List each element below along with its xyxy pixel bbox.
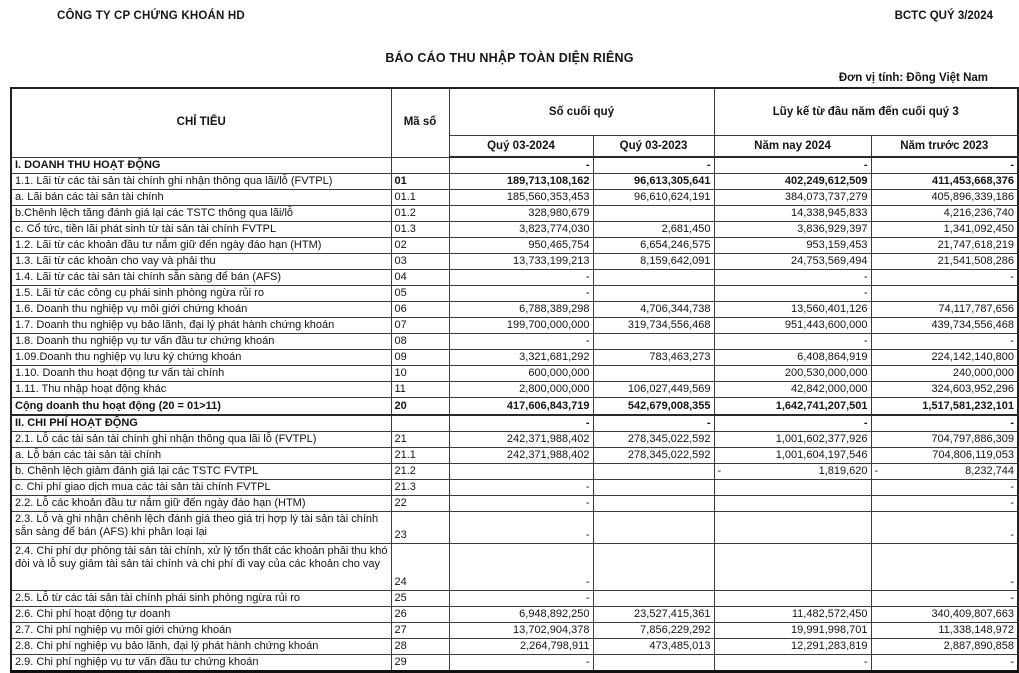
cell-ytd-2023: 704,806,119,053: [871, 447, 1018, 463]
row-label: 2.7. Chi phí nghiệp vụ môi giới chứng khoán: [11, 622, 391, 638]
row-code: 22: [391, 495, 449, 511]
cell-quarter-2024: -: [449, 543, 593, 590]
column-header-q-2024: Quý 03-2024: [449, 136, 593, 158]
cell-quarter-2023: 2,681,450: [593, 222, 714, 238]
cell-ytd-2024: -: [714, 157, 871, 174]
cell-quarter-2024: 13,733,199,213: [449, 254, 593, 270]
row-code: 08: [391, 334, 449, 350]
cell-quarter-2023: [593, 479, 714, 495]
cell-quarter-2023: [593, 654, 714, 671]
row-label: 1.4. Lãi từ các tài sản tài chính sẵn sàng để bán (AFS): [11, 270, 391, 286]
cell-ytd-2023: -: [871, 334, 1018, 350]
cell-ytd-2023: 21,541,508,286: [871, 254, 1018, 270]
cell-quarter-2024: -: [449, 334, 593, 350]
cell-ytd-2024: 1,001,602,377,926: [714, 431, 871, 447]
cell-ytd-2023: -: [871, 511, 1018, 543]
table-row: [11, 270, 1018, 286]
row-label: 2.5. Lỗ từ các tài sản tài chính phái sinh phòng ngừa rủi ro: [11, 590, 391, 606]
row-label: 2.6. Chi phí hoạt động tự doanh: [11, 606, 391, 622]
cell-quarter-2024: 199,700,000,000: [449, 318, 593, 334]
table-row: [11, 286, 1018, 302]
table-row: [11, 606, 1018, 622]
cell-quarter-2024: -: [449, 286, 593, 302]
row-label: 1.1. Lãi từ các tài sản tài chính ghi nhận thông qua lãi/lỗ (FVTPL): [11, 174, 391, 190]
row-label: a. Lãi bán các tài sản tài chính: [11, 190, 391, 206]
row-code: 01.1: [391, 190, 449, 206]
row-label: 1.11. Thu nhập hoạt động khác: [11, 382, 391, 398]
cell-ytd-2024: 384,073,737,279: [714, 190, 871, 206]
row-code: 04: [391, 270, 449, 286]
row-code: 23: [391, 511, 449, 543]
row-code: 06: [391, 302, 449, 318]
cell-quarter-2023: 6,654,246,575: [593, 238, 714, 254]
cell-ytd-2024: 12,291,283,819: [714, 638, 871, 654]
cell-ytd-2023: -: [871, 654, 1018, 671]
cell-ytd-2024: -: [714, 270, 871, 286]
cell-quarter-2024: -: [449, 270, 593, 286]
cell-ytd-2024: 19,991,998,701: [714, 622, 871, 638]
cell-quarter-2023: 4,706,344,738: [593, 302, 714, 318]
cell-ytd-2023: 1,517,581,232,101: [871, 398, 1018, 415]
cell-quarter-2024: 3,321,681,292: [449, 350, 593, 366]
cell-quarter-2024: 189,713,108,162: [449, 174, 593, 190]
cell-ytd-2024: 14,338,945,833: [714, 206, 871, 222]
row-code: 07: [391, 318, 449, 334]
row-code: 27: [391, 622, 449, 638]
document-header: [0, 0, 1019, 22]
cell-quarter-2024: -: [449, 415, 593, 432]
row-code: 21.1: [391, 447, 449, 463]
cell-quarter-2024: 6,788,389,298: [449, 302, 593, 318]
cell-quarter-2023: 278,345,022,592: [593, 431, 714, 447]
row-label: 1.7. Doanh thu nghiệp vụ bảo lãnh, đại lý phát hành chứng khoán: [11, 318, 391, 334]
cell-quarter-2023: 106,027,449,569: [593, 382, 714, 398]
row-label: 1.09.Doanh thu nghiệp vụ lưu ký chứng khoán: [11, 350, 391, 366]
cell-ytd-2024: 42,842,000,000: [714, 382, 871, 398]
cell-quarter-2024: 2,264,798,911: [449, 638, 593, 654]
cell-ytd-2024: 951,443,600,000: [714, 318, 871, 334]
table-row: [11, 431, 1018, 447]
cell-quarter-2023: 7,856,229,292: [593, 622, 714, 638]
row-label: 2.3. Lỗ và ghi nhận chênh lệch đánh giá theo giá trị hợp lý tài sản tài chính sẵn sàng để bán (AFS) khi phân loại lại: [11, 511, 391, 543]
cell-ytd-2023: 411,453,668,376: [871, 174, 1018, 190]
cell-ytd-2024: 24,753,569,494: [714, 254, 871, 270]
cell-quarter-2024: 950,465,754: [449, 238, 593, 254]
row-label: 1.10. Doanh thu hoạt động tư vấn tài chính: [11, 366, 391, 382]
column-header-ytd-2024: Năm nay 2024: [714, 136, 871, 158]
cell-ytd-2023: -: [871, 543, 1018, 590]
cell-ytd-2023: 4,216,236,740: [871, 206, 1018, 222]
table-row: [11, 382, 1018, 398]
cell-ytd-2023: 1,341,092,450: [871, 222, 1018, 238]
row-label: a. Lỗ bán các tài sản tài chính: [11, 447, 391, 463]
row-label: c. Cổ tức, tiền lãi phát sinh từ tài sản tài chính FVTPL: [11, 222, 391, 238]
table-row: [11, 622, 1018, 638]
cell-ytd-2023: -: [871, 590, 1018, 606]
cell-ytd-2023: 340,409,807,663: [871, 606, 1018, 622]
cell-ytd-2023: 704,797,886,309: [871, 431, 1018, 447]
column-header-q-2023: Quý 03-2023: [593, 136, 714, 158]
column-group-ytd: Lũy kế từ đầu năm đến cuối quý 3: [714, 88, 1018, 136]
table-row: [11, 511, 1018, 543]
report-reference: BCTC QUÝ 3/2024: [894, 10, 993, 22]
cell-quarter-2024: 242,371,988,402: [449, 447, 593, 463]
cell-quarter-2024: [449, 463, 593, 479]
table-row: [11, 495, 1018, 511]
table-row: [11, 334, 1018, 350]
cell-quarter-2024: -: [449, 479, 593, 495]
cell-ytd-2024: 1,001,604,197,546: [714, 447, 871, 463]
cell-quarter-2023: 278,345,022,592: [593, 447, 714, 463]
cell-quarter-2023: 783,463,273: [593, 350, 714, 366]
cell-quarter-2023: [593, 463, 714, 479]
table-row: [11, 590, 1018, 606]
row-code: [391, 415, 449, 432]
cell-ytd-2023: -: [871, 415, 1018, 432]
table-row: [11, 366, 1018, 382]
cell-quarter-2023: 319,734,556,468: [593, 318, 714, 334]
report-title: BÁO CÁO THU NHẬP TOÀN DIỆN RIÊNG: [385, 51, 634, 65]
table-row: [11, 206, 1018, 222]
cell-quarter-2023: 542,679,008,355: [593, 398, 714, 415]
cell-quarter-2023: 8,159,642,091: [593, 254, 714, 270]
row-code: 29: [391, 654, 449, 671]
cell-quarter-2024: 6,948,892,250: [449, 606, 593, 622]
cell-ytd-2024: 6,408,864,919: [714, 350, 871, 366]
cell-ytd-2024: 200,530,000,000: [714, 366, 871, 382]
cell-quarter-2024: 600,000,000: [449, 366, 593, 382]
cell-ytd-2024: -: [714, 334, 871, 350]
cell-value: 8,232,744: [965, 464, 1015, 477]
column-header-ytd-2023: Năm trước 2023: [871, 136, 1018, 158]
cell-quarter-2024: 417,606,843,719: [449, 398, 593, 415]
table-row: [11, 543, 1018, 590]
row-label: 2.9. Chi phí nghiệp vụ tư vấn đầu tư chứng khoán: [11, 654, 391, 671]
cell-quarter-2024: -: [449, 654, 593, 671]
cell-ytd-2023: [871, 463, 1018, 479]
cell-quarter-2024: 185,560,353,453: [449, 190, 593, 206]
table-row: [11, 350, 1018, 366]
row-label: 1.2. Lãi từ các khoản đầu tư nắm giữ đến ngày đáo hạn (HTM): [11, 238, 391, 254]
row-code: 05: [391, 286, 449, 302]
cell-ytd-2024: [714, 495, 871, 511]
cell-quarter-2024: 242,371,988,402: [449, 431, 593, 447]
row-label: b. Chênh lệch giảm đánh giá lại các TSTC FVTPL: [11, 463, 391, 479]
cell-ytd-2023: [871, 286, 1018, 302]
row-code: 01: [391, 174, 449, 190]
row-code: 21.2: [391, 463, 449, 479]
cell-ytd-2024: 11,482,572,450: [714, 606, 871, 622]
cell-ytd-2023: -: [871, 157, 1018, 174]
row-code: 03: [391, 254, 449, 270]
cell-ytd-2024: 3,836,929,397: [714, 222, 871, 238]
cell-quarter-2023: [593, 334, 714, 350]
table-row: [11, 254, 1018, 270]
cell-quarter-2023: [593, 511, 714, 543]
minus-sign: -: [874, 464, 879, 477]
cell-ytd-2024: [714, 479, 871, 495]
row-code: 11: [391, 382, 449, 398]
cell-quarter-2023: [593, 590, 714, 606]
table-row: [11, 190, 1018, 206]
cell-quarter-2024: -: [449, 511, 593, 543]
cell-ytd-2024: [714, 590, 871, 606]
cell-ytd-2024: -: [714, 654, 871, 671]
row-label: II. CHI PHÍ HOẠT ĐỘNG: [11, 415, 391, 432]
table-row: [11, 318, 1018, 334]
cell-ytd-2023: 240,000,000: [871, 366, 1018, 382]
cell-quarter-2024: 3,823,774,030: [449, 222, 593, 238]
cell-quarter-2023: 473,485,013: [593, 638, 714, 654]
cell-ytd-2023: 439,734,556,468: [871, 318, 1018, 334]
minus-sign: -: [717, 464, 722, 477]
row-label: 2.4. Chi phí dự phòng tài sản tài chính, xử lý tổn thất các khoản phải thu khó đòi và lỗ suy giảm tài sản tài chính và chi phí đi vay của các khoản cho vay: [11, 543, 391, 590]
column-header-criteria: CHỈ TIÊU: [11, 88, 391, 157]
row-label: 1.8. Doanh thu nghiệp vụ tư vấn đầu tư chứng khoán: [11, 334, 391, 350]
table-row: [11, 174, 1018, 190]
cell-ytd-2023: 74,117,787,656: [871, 302, 1018, 318]
row-code: 28: [391, 638, 449, 654]
cell-ytd-2023: 11,338,148,972: [871, 622, 1018, 638]
cell-quarter-2024: -: [449, 157, 593, 174]
report-table-body: [11, 157, 1018, 671]
cell-quarter-2023: [593, 366, 714, 382]
table-row: [11, 447, 1018, 463]
cell-quarter-2023: 23,527,415,361: [593, 606, 714, 622]
cell-ytd-2023: 405,896,339,186: [871, 190, 1018, 206]
cell-ytd-2023: -: [871, 479, 1018, 495]
cell-ytd-2024: -: [714, 286, 871, 302]
cell-quarter-2023: [593, 206, 714, 222]
column-header-code: Mã số: [391, 88, 449, 157]
cell-ytd-2023: -: [871, 270, 1018, 286]
column-group-quarter: Số cuối quý: [449, 88, 714, 136]
cell-ytd-2024: [714, 511, 871, 543]
cell-quarter-2023: [593, 495, 714, 511]
table-row: [11, 463, 1018, 479]
row-label: 2.8. Chi phí nghiệp vụ bảo lãnh, đại lý phát hành chứng khoán: [11, 638, 391, 654]
row-label: 1.3. Lãi từ các khoản cho vay và phải thu: [11, 254, 391, 270]
cell-quarter-2023: [593, 543, 714, 590]
cell-ytd-2023: 324,603,952,296: [871, 382, 1018, 398]
table-row: [11, 222, 1018, 238]
row-code: 26: [391, 606, 449, 622]
table-row: [11, 654, 1018, 671]
cell-ytd-2024: 953,159,453: [714, 238, 871, 254]
row-code: 10: [391, 366, 449, 382]
row-code: 21: [391, 431, 449, 447]
company-name: CÔNG TY CP CHỨNG KHOÁN HD: [57, 10, 245, 22]
cell-ytd-2024: 402,249,612,509: [714, 174, 871, 190]
row-label: c. Chi phí giao dịch mua các tài sản tài chính FVTPL: [11, 479, 391, 495]
row-code: 20: [391, 398, 449, 415]
row-code: [391, 157, 449, 174]
cell-ytd-2024: [714, 463, 871, 479]
cell-ytd-2024: [714, 543, 871, 590]
row-label: 2.2. Lỗ các khoản đầu tư nắm giữ đến ngày đáo hạn (HTM): [11, 495, 391, 511]
row-label: I. DOANH THU HOẠT ĐỘNG: [11, 157, 391, 174]
header-row-groups: [11, 88, 1018, 136]
row-code: 02: [391, 238, 449, 254]
cell-ytd-2023: 2,887,890,858: [871, 638, 1018, 654]
cell-quarter-2023: -: [593, 415, 714, 432]
row-code: 01.2: [391, 206, 449, 222]
table-row: [11, 415, 1018, 432]
row-code: 21.3: [391, 479, 449, 495]
row-code: 01.3: [391, 222, 449, 238]
cell-ytd-2023: 224,142,140,800: [871, 350, 1018, 366]
cell-quarter-2023: 96,610,624,191: [593, 190, 714, 206]
cell-ytd-2023: -: [871, 495, 1018, 511]
cell-quarter-2024: -: [449, 495, 593, 511]
cell-quarter-2023: [593, 270, 714, 286]
cell-quarter-2024: 328,980,679: [449, 206, 593, 222]
table-row: [11, 398, 1018, 415]
table-row: [11, 302, 1018, 318]
row-code: 09: [391, 350, 449, 366]
row-label: Cộng doanh thu hoạt động (20 = 01>11): [11, 398, 391, 415]
cell-ytd-2024: 1,642,741,207,501: [714, 398, 871, 415]
cell-ytd-2024: 13,560,401,126: [714, 302, 871, 318]
cell-quarter-2024: -: [449, 590, 593, 606]
cell-quarter-2023: 96,613,305,641: [593, 174, 714, 190]
income-statement-table: [10, 87, 1019, 673]
row-code: 25: [391, 590, 449, 606]
table-header: [11, 88, 1018, 157]
table-row: [11, 238, 1018, 254]
row-label: 2.1. Lỗ các tài sản tài chính ghi nhận thông qua lãi lỗ (FVTPL): [11, 431, 391, 447]
row-label: 1.5. Lãi từ các công cụ phái sinh phòng ngừa rủi ro: [11, 286, 391, 302]
currency-unit-note: Đơn vị tính: Đồng Việt Nam: [838, 72, 988, 84]
table-row: [11, 479, 1018, 495]
row-code: 24: [391, 543, 449, 590]
table-row: [11, 638, 1018, 654]
table-row: [11, 157, 1018, 174]
row-label: b.Chênh lệch tăng đánh giá lại các TSTC thông qua lãi/lỗ: [11, 206, 391, 222]
cell-ytd-2023: 21,747,618,219: [871, 238, 1018, 254]
cell-quarter-2024: 13,702,904,378: [449, 622, 593, 638]
cell-quarter-2023: -: [593, 157, 714, 174]
cell-quarter-2024: 2,800,000,000: [449, 382, 593, 398]
cell-ytd-2024: -: [714, 415, 871, 432]
cell-value: 1,819,620: [818, 464, 868, 477]
row-label: 1.6. Doanh thu nghiệp vụ môi giới chứng khoán: [11, 302, 391, 318]
cell-quarter-2023: [593, 286, 714, 302]
